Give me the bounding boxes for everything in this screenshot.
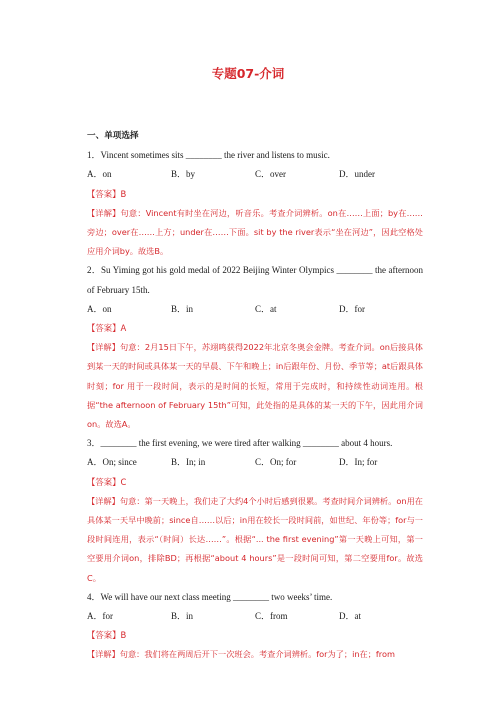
- option-b: B．in: [171, 611, 194, 622]
- section-heading: 一、单项选择: [87, 131, 139, 141]
- options-row: [87, 165, 423, 184]
- option-c: C．from: [255, 611, 288, 622]
- answer-line: 【答案】C: [87, 476, 127, 487]
- answer-line: 【答案】B: [87, 188, 127, 199]
- question-block: [87, 146, 423, 261]
- options-row: [87, 300, 423, 319]
- option-d: D．at: [339, 611, 361, 622]
- answer-line: 【答案】A: [87, 323, 127, 334]
- question-stem: 2．Su Yiming got his gold medal of 2022 Beijing Winter Olympics ________ the afternoon of February 15th.: [87, 265, 423, 295]
- explanation: 【详解】句意：2月15日下午，苏翊鸣获得2022年北京冬奥会金牌。考查介词。on后接具体到某一天的时间或具体某一天的早晨、下午和晚上；in后跟年份、月份、季节等；at后跟具体时刻；for 用于一段时间，表示的是时间的长短，常用于完成时，和持续性动词连用。根据“the afternoon of February 15th”可知，此处指的是具体的某一天的下午，因此用介词on。故选A。: [87, 342, 423, 430]
- document-body: [87, 127, 423, 665]
- option-b: B．by: [171, 169, 196, 180]
- option-c: C．On; for: [255, 457, 297, 468]
- explanation: 【详解】句意：我们将在两周后开下一次班会。考查介词辨析。for为了；in在；from: [87, 649, 395, 660]
- option-b: B．in: [171, 303, 194, 314]
- page-title: 专题07-介词: [211, 66, 285, 81]
- option-c: C．over: [255, 169, 286, 180]
- explanation: 【详解】句意：第一天晚上，我们走了大约4个小时后感到很累。考查时间介词辨析。on用在具体某一天早中晚前；since自……以后；in用在较长一段时间前，如世纪、年份等；for与一段时间连用，表示“（时间）长达……”。根据“... the first evening”第一天晚上可知，第一空要用介词on，排除BD；再根据“about 4 hours”是一段时间可知，第二空要用for。故选C。: [87, 495, 423, 583]
- question-stem: 1．Vincent sometimes sits ________ the river and listens to music.: [87, 150, 330, 161]
- option-a: A．On; since: [87, 457, 137, 468]
- option-c: C．at: [255, 303, 277, 314]
- question-block: [87, 588, 423, 665]
- question-stem: 3．________ the first evening, we were tired after walking ________ about 4 hours.: [87, 438, 393, 449]
- question-stem: 4．We will have our next class meeting ________ two weeks’ time.: [87, 591, 333, 602]
- option-d: D．for: [339, 303, 365, 314]
- option-b: B．In; in: [171, 457, 206, 468]
- options-row: [87, 453, 423, 472]
- options-row: [87, 607, 423, 626]
- option-a: A．on: [87, 169, 112, 180]
- option-d: D．In; for: [339, 457, 378, 468]
- option-a: A．for: [87, 611, 113, 622]
- question-block: [87, 261, 423, 434]
- option-a: A．on: [87, 303, 112, 314]
- answer-line: 【答案】B: [87, 630, 127, 641]
- option-d: D．under: [339, 169, 375, 180]
- question-block: [87, 434, 423, 588]
- explanation: 【详解】句意：Vincent有时坐在河边，听音乐。考查介词辨析。on在……上面；by在……旁边；over在……上方；under在……下面。sit by the river表示“坐在河边”，因此空格处应用介词by。故选B。: [87, 207, 423, 257]
